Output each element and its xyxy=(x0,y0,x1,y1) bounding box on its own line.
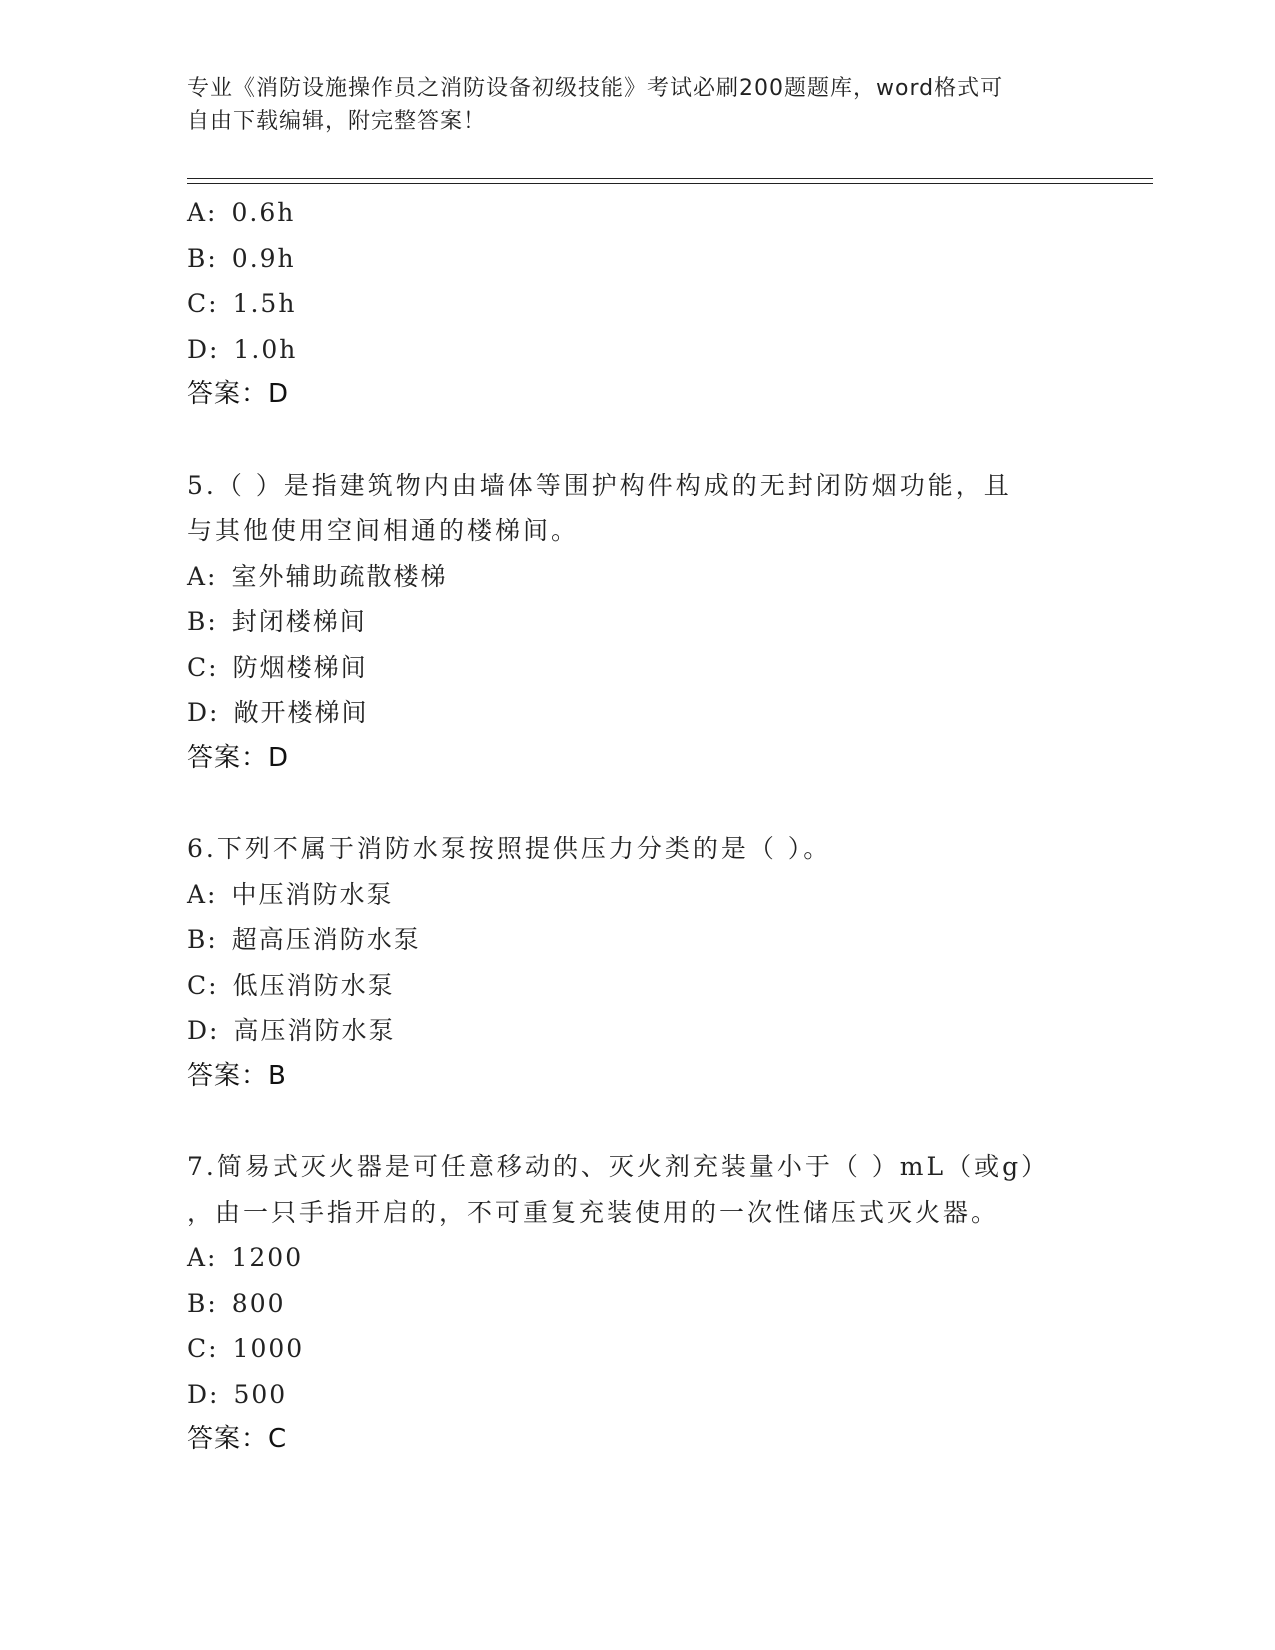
option-key: D: xyxy=(187,698,220,727)
option-c xyxy=(187,963,1087,1009)
answer-line: 答案：D xyxy=(187,379,290,409)
option-text: 500 xyxy=(233,1379,288,1409)
option-text: 0.9h xyxy=(231,243,296,273)
spacer xyxy=(187,1099,1087,1144)
spacer xyxy=(187,781,1087,826)
option-key: A: xyxy=(187,879,218,909)
option-text: 高压消防水泵 xyxy=(233,1016,396,1045)
question-5 xyxy=(187,463,1087,782)
question-text-line-1: 7.简易式灭火器是可任意移动的、灭火剂充装量小于（ ）mL（或g） xyxy=(187,1152,1050,1181)
option-key: C: xyxy=(187,1334,219,1363)
option-b xyxy=(187,599,1087,645)
option-d xyxy=(187,327,1087,373)
option-text: 1200 xyxy=(231,1243,304,1272)
option-d xyxy=(187,690,1087,736)
question-text-line-2: ，由一只手指开启的，不可重复充装使用的一次性储压式灭火器。 xyxy=(187,1197,1000,1227)
option-text: 防烟楼梯间 xyxy=(232,652,368,682)
option-key: B: xyxy=(187,1288,218,1318)
option-c xyxy=(187,1326,1087,1372)
header-divider-top xyxy=(187,178,1153,179)
option-a xyxy=(187,190,1087,236)
question-6 xyxy=(187,826,1087,1099)
option-key: C: xyxy=(187,970,219,1000)
option-a xyxy=(187,872,1087,918)
option-key: A: xyxy=(187,198,218,227)
option-key: C: xyxy=(187,652,219,682)
answer-line: 答案：D xyxy=(187,742,290,773)
option-key: A: xyxy=(187,1243,218,1272)
option-text: 封闭楼梯间 xyxy=(231,607,367,636)
option-text: 0.6h xyxy=(231,198,296,227)
option-key: D: xyxy=(187,1016,220,1045)
document-header xyxy=(187,72,1067,138)
answer-line: 答案：B xyxy=(187,1060,287,1091)
option-d xyxy=(187,1008,1087,1054)
question-4 xyxy=(187,190,1087,418)
option-b xyxy=(187,1281,1087,1327)
question-7 xyxy=(187,1144,1087,1463)
option-text: 中压消防水泵 xyxy=(231,879,394,909)
option-key: B: xyxy=(187,243,218,273)
question-text-line-2: 与其他使用空间相通的楼梯间。 xyxy=(187,516,580,545)
option-key: A: xyxy=(187,561,218,591)
option-text: 1.0h xyxy=(233,334,298,364)
option-c xyxy=(187,645,1087,691)
header-divider-bottom xyxy=(187,183,1153,184)
option-a xyxy=(187,1235,1087,1281)
option-text: 低压消防水泵 xyxy=(232,970,395,1000)
option-text: 1000 xyxy=(232,1334,305,1363)
option-text: 800 xyxy=(231,1288,286,1318)
option-text: 室外辅助疏散楼梯 xyxy=(231,561,448,591)
option-text: 敞开楼梯间 xyxy=(233,698,369,727)
option-key: D: xyxy=(187,1379,220,1409)
option-key: B: xyxy=(187,607,218,636)
question-text-line-1: 6.下列不属于消防水泵按照提供压力分类的是（ ）。 xyxy=(187,834,832,863)
option-c xyxy=(187,281,1087,327)
spacer xyxy=(187,418,1087,463)
question-list xyxy=(187,190,1087,1463)
header-line-2: 自由下载编辑，附完整答案！ xyxy=(187,109,487,134)
option-b xyxy=(187,236,1087,282)
option-text: 1.5h xyxy=(232,289,297,318)
option-key: D: xyxy=(187,334,220,364)
answer-line: 答案：C xyxy=(187,1424,288,1454)
option-key: C: xyxy=(187,289,219,318)
question-text-line-1: 5.（ ）是指建筑物内由墙体等围护构件构成的无封闭防烟功能，且 xyxy=(187,470,1012,500)
option-key: B: xyxy=(187,925,218,954)
option-a xyxy=(187,554,1087,600)
option-b xyxy=(187,917,1087,963)
option-d xyxy=(187,1372,1087,1418)
header-line-1: 专业《消防设施操作员之消防设备初级技能》考试必刷200题题库，word格式可 xyxy=(187,76,1004,101)
option-text: 超高压消防水泵 xyxy=(231,925,421,954)
